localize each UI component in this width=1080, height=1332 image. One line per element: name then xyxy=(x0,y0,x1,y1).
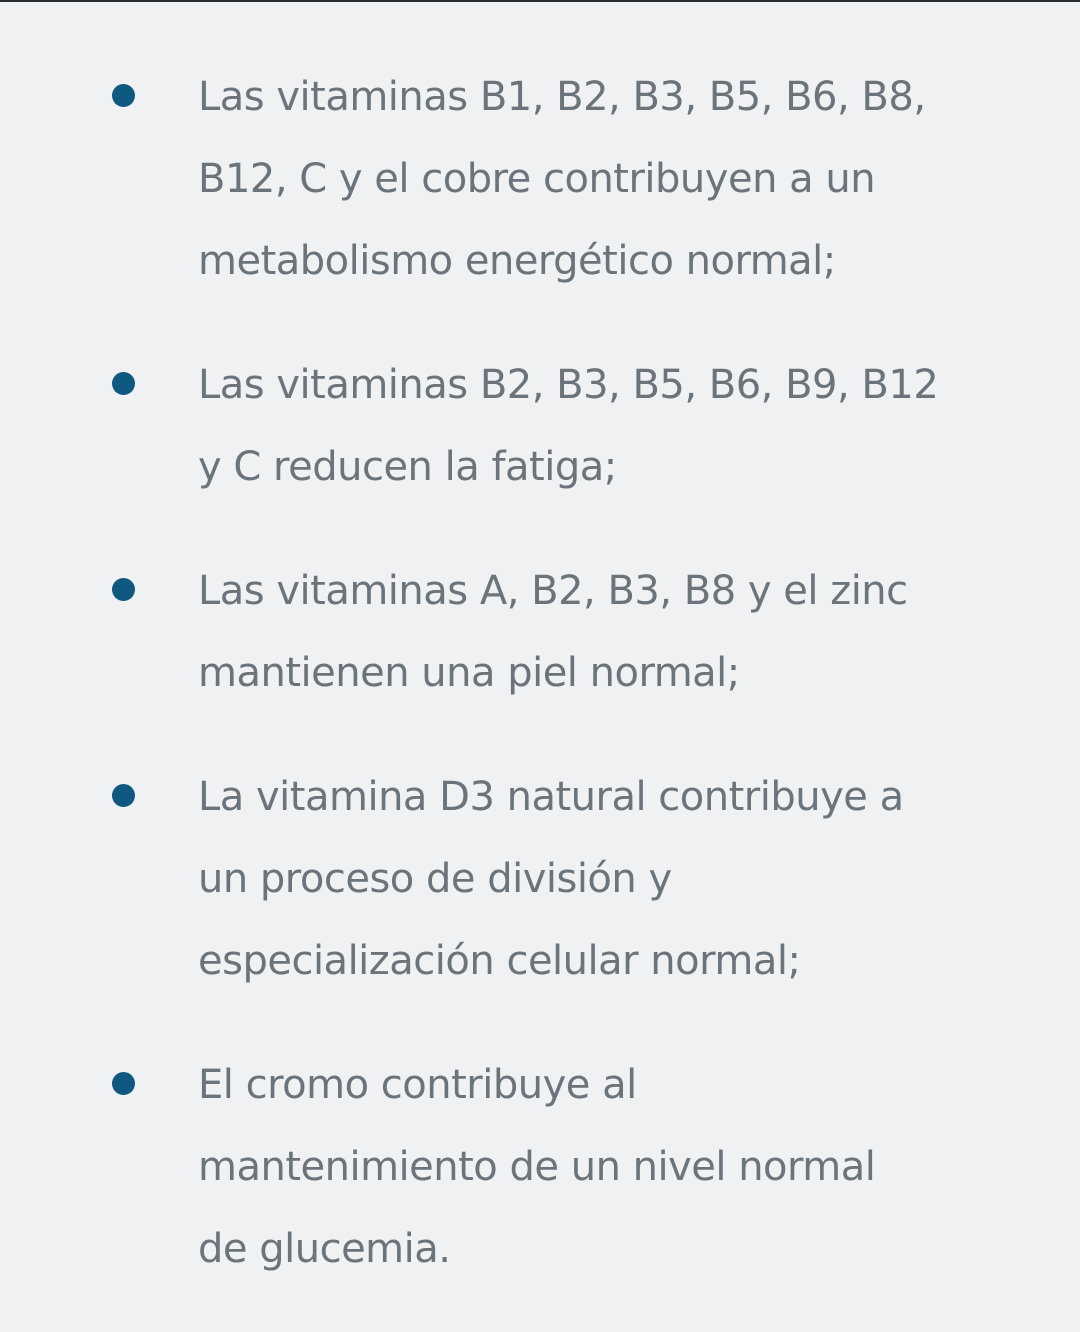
list-item-line: El cromo contribuye al xyxy=(198,1062,637,1108)
list-item-line: mantenimiento de un nivel normal xyxy=(198,1144,876,1190)
list-item-line: un proceso de división y xyxy=(198,856,672,902)
list-item xyxy=(0,56,1080,302)
list-item-line: Las vitaminas B2, B3, B5, B6, B9, B12 xyxy=(198,362,939,408)
list-item-line: La vitamina D3 natural contribuye a xyxy=(198,774,904,820)
bullet-icon xyxy=(112,784,135,807)
top-divider xyxy=(0,0,1080,2)
bullet-icon xyxy=(112,578,135,601)
benefits-list xyxy=(0,56,1080,1332)
list-item xyxy=(0,756,1080,1002)
list-item-line: de glucemia. xyxy=(198,1226,451,1272)
bullet-icon xyxy=(112,1072,135,1095)
bullet-icon xyxy=(112,84,135,107)
list-item-line: mantienen una piel normal; xyxy=(198,650,740,696)
list-item-line: Las vitaminas B1, B2, B3, B5, B6, B8, xyxy=(198,74,926,120)
list-item-line: B12, C y el cobre contribuyen a un xyxy=(198,156,876,202)
list-item-line: especialización celular normal; xyxy=(198,938,801,984)
list-item xyxy=(0,344,1080,508)
list-item xyxy=(0,550,1080,714)
list-item-line: Las vitaminas A, B2, B3, B8 y el zinc xyxy=(198,568,908,614)
bullet-icon xyxy=(112,372,135,395)
list-item xyxy=(0,1044,1080,1290)
list-item-line: y C reducen la fatiga; xyxy=(198,444,617,490)
list-item-line: metabolismo energético normal; xyxy=(198,238,836,284)
